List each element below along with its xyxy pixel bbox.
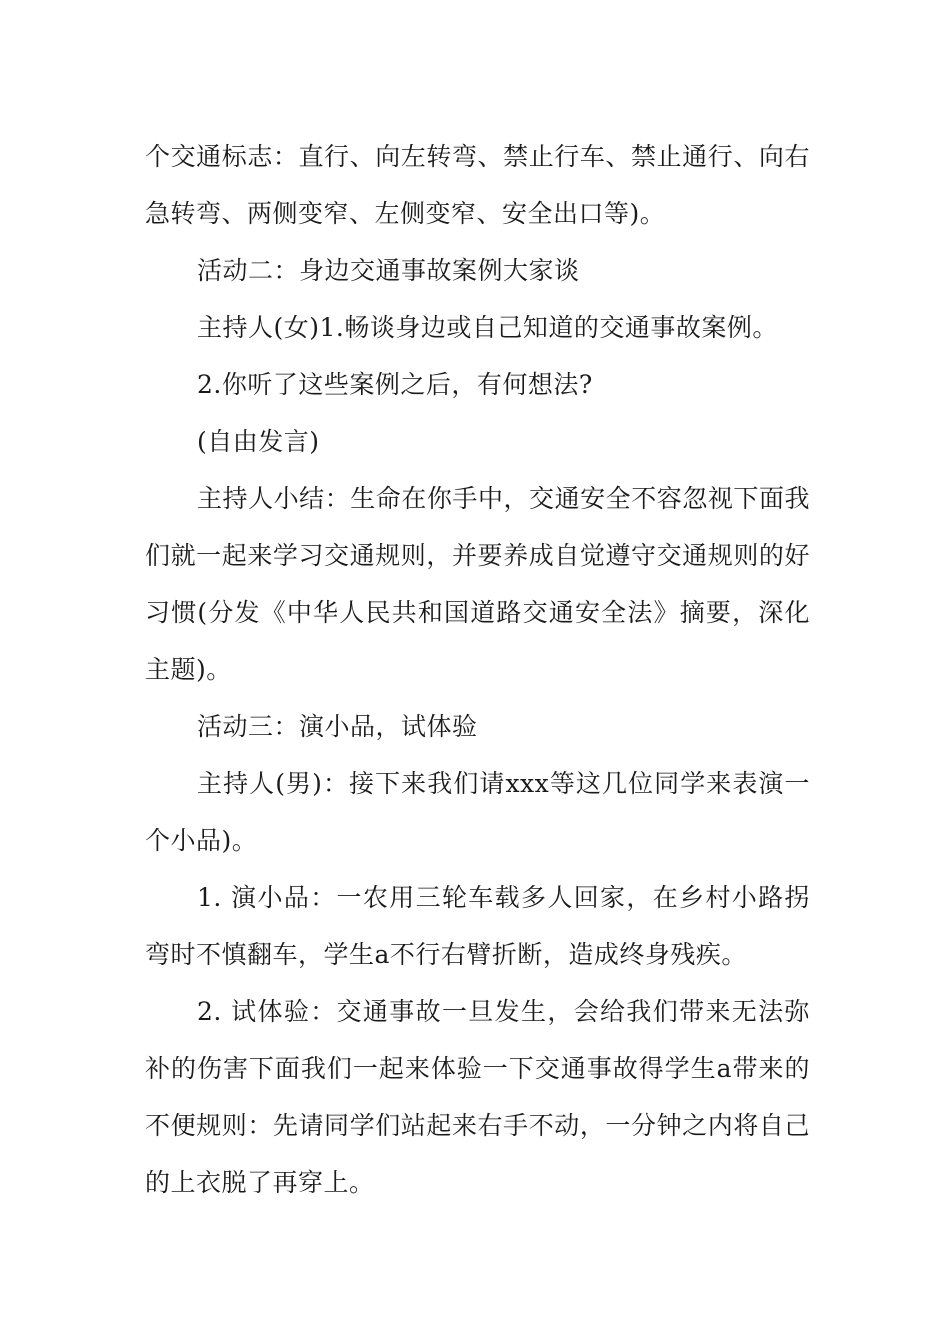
- paragraph-activity-two-heading: 活动二：身边交通事故案例大家谈: [197, 256, 580, 285]
- paragraph-host-male: 主持人(男)：接下来我们请xxx等这几位同学来表演一个小品)。: [145, 769, 810, 855]
- paragraph-activity-three-heading: 活动三：演小品，试体验: [197, 712, 478, 741]
- paragraph-skit: 1. 演小品：一农用三轮车载多人回家，在乡村小路拐弯时不慎翻车，学生a不行右臂折断，造成终身残疾。: [145, 883, 810, 969]
- paragraph-experience: 2. 试体验：交通事故一旦发生，会给我们带来无法弥补的伤害下面我们一起来体验一下交通事故得学生a带来的不便规则：先请同学们站起来右手不动，一分钟之内将自己的上衣脱了再穿上。: [145, 997, 810, 1197]
- paragraph-question-2: 2.你听了这些案例之后，有何想法?: [197, 370, 593, 399]
- paragraph-free-speech: (自由发言): [197, 427, 320, 456]
- document-body: [145, 128, 810, 1211]
- paragraph-host-summary: 主持人小结：生命在你手中，交通安全不容忽视下面我们就一起来学习交通规则，并要养成自觉遵守交通规则的好习惯(分发《中华人民共和国道路交通安全法》摘要，深化主题)。: [145, 484, 810, 684]
- paragraph-continuation: 个交通标志：直行、向左转弯、禁止行车、禁止通行、向右急转弯、两侧变窄、左侧变窄、安全出口等)。: [145, 142, 810, 228]
- paragraph-host-female: 主持人(女)1.畅谈身边或自己知道的交通事故案例。: [197, 313, 778, 342]
